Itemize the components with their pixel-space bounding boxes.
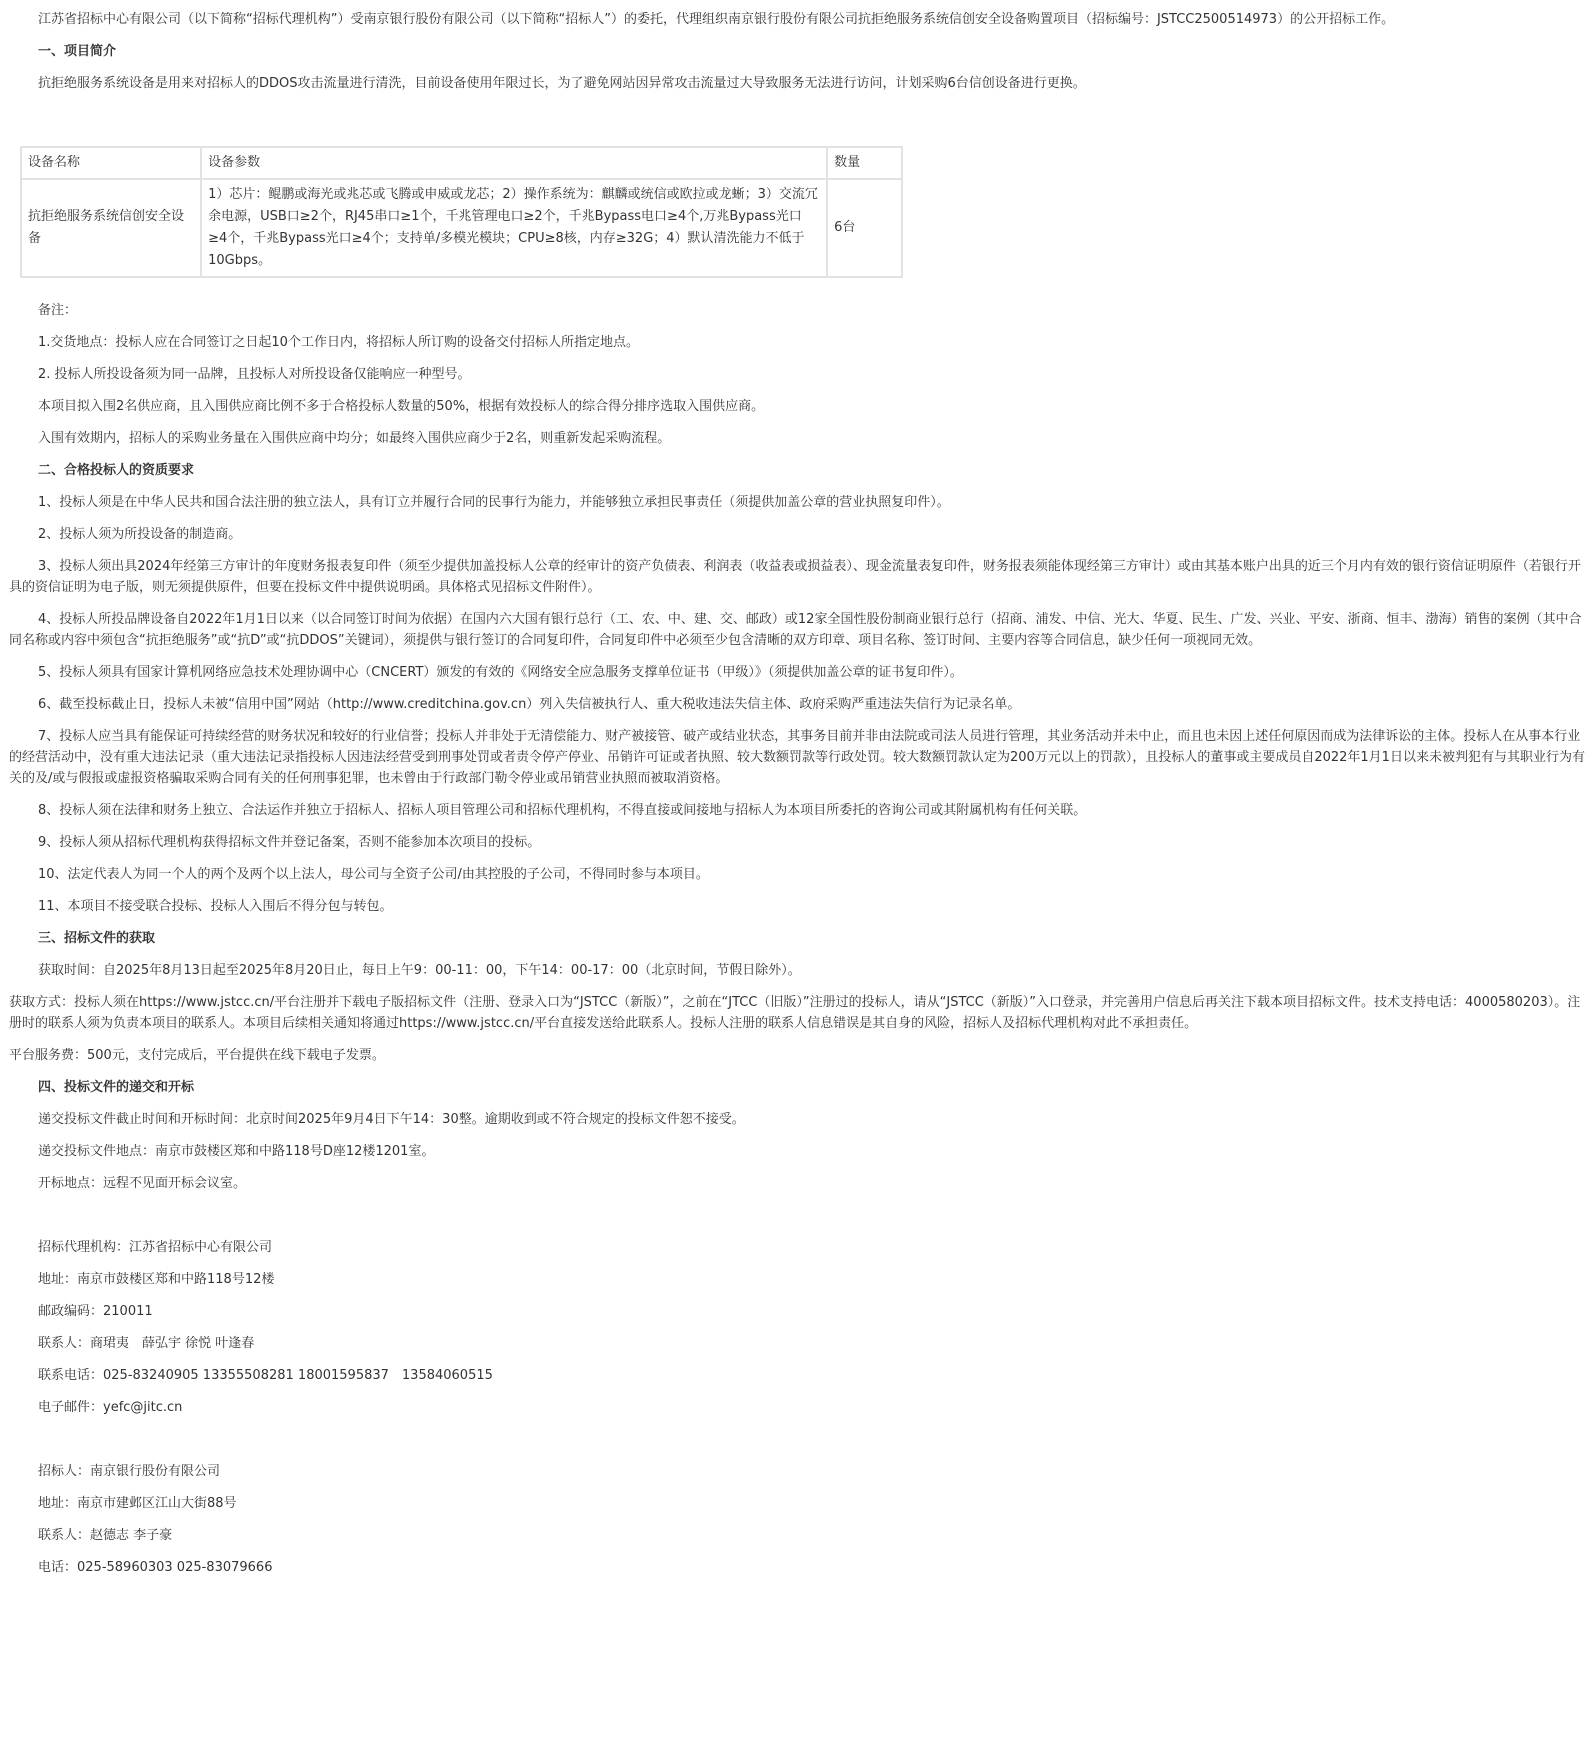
platform-fee: 平台服务费：500元，支付完成后，平台提供在线下载电子发票。 [9, 1048, 385, 1063]
agency-contacts: 联系人：商珺夷 薛弘宇 徐悦 叶逢春 [38, 1336, 255, 1351]
table-cell-qty: 6台 [827, 179, 902, 277]
note-item: 本项目拟入围2名供应商，且入围供应商比例不多于合格投标人数量的50%，根据有效投标人的综合得分排序选取入围供应商。 [38, 399, 765, 414]
tenderer-address: 地址：南京市建邺区江山大街88号 [38, 1496, 237, 1511]
note-item: 2. 投标人所投设备须为同一品牌，且投标人对所投设备仅能响应一种型号。 [38, 367, 471, 382]
section3-heading: 三、招标文件的获取 [38, 931, 156, 946]
qualification-item: 10、法定代表人为同一个人的两个及两个以上法人，母公司与全资子公司/由其控股的子公司，不得同时参与本项目。 [38, 867, 709, 882]
table-header-params: 设备参数 [201, 147, 827, 179]
agency-email: 电子邮件：yefc@jitc.cn [38, 1400, 183, 1415]
qualification-item: 4、投标人所投品牌设备自2022年1月1日以来（以合同签订时间为依据）在国内六大国有银行总行（工、农、中、建、交、邮政）或12家全国性股份制商业银行总行（招商、浦发、中信、光大、华夏、民生、广发、兴业、平安、浙商、恒丰、渤海）销售的案例（其中合同名称或内容中须包含“抗拒绝服务”或“抗D”或“抗DDOS”关键词），须提供与银行签订的合同复印件，合同复印件中必须至少包含清晰的双方印章、项目名称、签订时间、主要内容等合同信息，缺少任何一项视同无效。 [9, 612, 1582, 648]
table-header-row [21, 147, 902, 179]
agency-address: 地址：南京市鼓楼区郑和中路118号12楼 [38, 1272, 275, 1287]
equipment-table [20, 146, 903, 278]
section2-heading: 二、合格投标人的资质要求 [38, 463, 195, 478]
agency-name: 招标代理机构：江苏省招标中心有限公司 [38, 1240, 273, 1255]
tenderer-contact-block [9, 1461, 1591, 1578]
section1-text: 抗拒绝服务系统设备是用来对招标人的DDOS攻击流量进行清洗，目前设备使用年限过长，为了避免网站因异常攻击流量过大导致服务无法进行访问，计划采购6台信创设备进行更换。 [38, 76, 1086, 91]
notes-label: 备注： [38, 303, 78, 318]
agency-phone: 联系电话：025-83240905 13355508281 18001595837 13584060515 [38, 1368, 493, 1383]
intro-paragraph: 江苏省招标中心有限公司（以下简称“招标代理机构”）受南京银行股份有限公司（以下简称“招标人”）的委托，代理组织南京银行股份有限公司抗拒绝服务系统信创安全设备购置项目（招标编号：JSTCC2500514973）的公开招标工作。 [38, 12, 1395, 27]
agency-contact-block [9, 1237, 1591, 1418]
qualification-item: 11、本项目不接受联合投标、投标人入围后不得分包与转包。 [38, 899, 393, 914]
section1-heading: 一、项目简介 [38, 44, 117, 59]
table-row [21, 179, 902, 277]
qualification-item: 5、投标人须具有国家计算机网络应急技术处理协调中心（CNCERT）颁发的有效的《网络安全应急服务支撑单位证书（甲级）》（须提供加盖公章的证书复印件）。 [38, 665, 963, 680]
qualification-item: 7、投标人应当具有能保证可持续经营的财务状况和较好的行业信誉；投标人并非处于无清偿能力、财产被接管、破产或结业状态，其事务目前并非由法院或司法人员进行管理，其业务活动并未中止，而且也未因上述任何原因而成为法律诉讼的主体。投标人在从事本行业的经营活动中，没有重大违法记录（重大违法记录指投标人因违法经营受到刑事处罚或者责令停产停业、吊销许可证或者执照、较大数额罚款等行政处罚。较大数额罚款认定为200万元以上的罚款），且投标人的董事或主要成员自2022年1月1日以来未被判犯有与其职业行为有关的及/或与假报或虚报资格骗取采购合同有关的任何刑事犯罪，也未曾由于行政部门勒令停业或吊销营业执照而被取消资格。 [9, 729, 1585, 786]
submission-item: 递交投标文件截止时间和开标时间：北京时间2025年9月4日下午14：30整。逾期收到或不符合规定的投标文件恕不接受。 [38, 1112, 745, 1127]
qualification-item: 9、投标人须从招标代理机构获得招标文件并登记备案，否则不能参加本次项目的投标。 [38, 835, 541, 850]
table-cell-name: 抗拒绝服务系统信创安全设备 [21, 179, 201, 277]
submission-item: 递交投标文件地点：南京市鼓楼区郑和中路118号D座12楼1201室。 [38, 1144, 435, 1159]
qualification-item: 6、截至投标截止日，投标人未被“信用中国”网站（http://www.creditchina.gov.cn）列入失信被执行人、重大税收违法失信主体、政府采购严重违法失信行为记录名单。 [38, 697, 1021, 712]
tenderer-phone: 电话：025-58960303 025-83079666 [38, 1560, 273, 1575]
qualification-item: 3、投标人须出具2024年经第三方审计的年度财务报表复印件（须至少提供加盖投标人公章的经审计的资产负债表、利润表（收益表或损益表）、现金流量表复印件，财务报表须能体现经第三方审计）或由其基本账户出具的近三个月内有效的银行资信证明原件（若银行开具的资信证明为电子版，则无须提供原件，但要在投标文件中提供说明函。具体格式见招标文件附件）。 [9, 559, 1581, 595]
table-header-qty: 数量 [827, 147, 902, 179]
table-header-name: 设备名称 [21, 147, 201, 179]
acquisition-method: 获取方式：投标人须在https://www.jstcc.cn/平台注册并下载电子版招标文件（注册、登录入口为“JSTCC（新版）”，之前在“JTCC（旧版）”注册过的投标人，请从“JSTCC（新版）”入口登录，并完善用户信息后再关注下载本项目招标文件。技术支持电话：4000580203）。注册时的联系人须为负责本项目的联系人。本项目后续相关通知将通过https://www.jstcc.cn/平台直接发送给此联系人。投标人注册的联系人信息错误是其自身的风险，招标人及招标代理机构对此不承担责任。 [9, 995, 1581, 1031]
qualification-item: 2、投标人须为所投设备的制造商。 [38, 527, 242, 542]
acquisition-time: 获取时间：自2025年8月13日起至2025年8月20日止，每日上午9：00-11：00，下午14：00-17：00（北京时间，节假日除外）。 [38, 963, 801, 978]
agency-postcode: 邮政编码：210011 [38, 1304, 153, 1319]
tenderer-contacts: 联系人：赵德志 李子豪 [38, 1528, 173, 1543]
table-cell-params: 1）芯片：鲲鹏或海光或兆芯或飞腾或申威或龙芯；2）操作系统为：麒麟或统信或欧拉或龙蜥；3）交流冗余电源，USB口≥2个，RJ45串口≥1个，千兆管理电口≥2个，千兆Bypass电口≥4个,万兆Bypass光口≥4个，千兆Bypass光口≥4个；支持单/多模光模块；CPU≥8核，内存≥32G；4）默认清洗能力不低于10Gbps。 [201, 179, 827, 277]
section4-heading: 四、投标文件的递交和开标 [38, 1080, 195, 1095]
tenderer-name: 招标人：南京银行股份有限公司 [38, 1464, 221, 1479]
qualification-item: 1、投标人须是在中华人民共和国合法注册的独立法人，具有订立并履行合同的民事行为能力，并能够独立承担民事责任（须提供加盖公章的营业执照复印件）。 [38, 495, 950, 510]
note-item: 入围有效期内，招标人的采购业务量在入围供应商中均分；如最终入围供应商少于2名，则重新发起采购流程。 [38, 431, 671, 446]
note-item: 1.交货地点：投标人应在合同签订之日起10个工作日内，将招标人所订购的设备交付招标人所指定地点。 [38, 335, 639, 350]
qualification-item: 8、投标人须在法律和财务上独立、合法运作并独立于招标人、招标人项目管理公司和招标代理机构，不得直接或间接地与招标人为本项目所委托的咨询公司或其附属机构有任何关联。 [38, 803, 1087, 818]
submission-item: 开标地点：远程不见面开标会议室。 [38, 1176, 247, 1191]
